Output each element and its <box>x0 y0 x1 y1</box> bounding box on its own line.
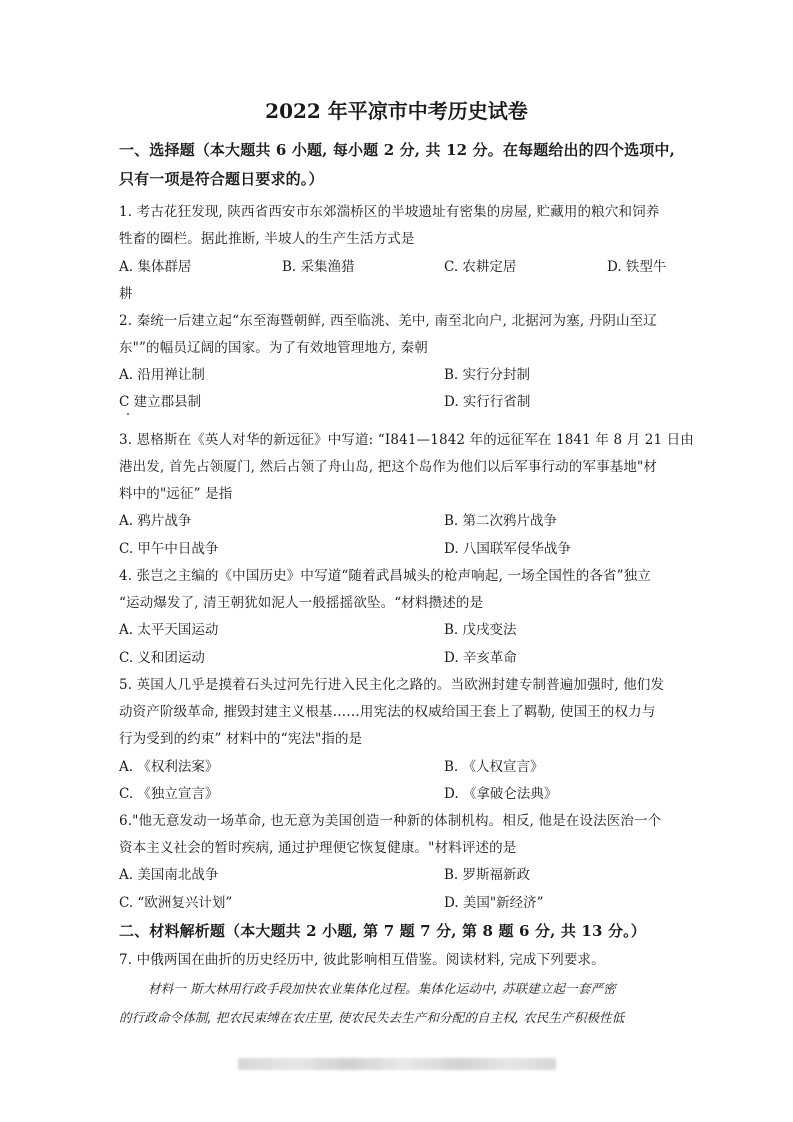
q7-material1-line1: 材料一 斯大林用行政手段加快农业集体化过程。集体化运动中, 苏联建立起一套严密 <box>148 981 616 996</box>
q3-stem-line1: 3. 恩格斯在《英人对华的新远征》中写道: “I841—1842 年的远征军在 1841 年 8 月 21 日由 <box>119 432 694 448</box>
q6-option-b: B. 罗斯福新政 <box>444 867 531 883</box>
q5-option-c: C. 《独立宣言》 <box>119 786 219 802</box>
q1-option-c: C. 农耕定居 <box>444 259 517 275</box>
q4-option-d: D. 辛亥革命 <box>444 650 517 666</box>
q2-option-c: C 建立郡县制 <box>119 394 202 410</box>
section1-heading-line1: 一、选择题（本大题共 6 小题, 每小题 2 分, 共 12 分。在每题给出的四个选项中, <box>119 141 675 159</box>
q1-stem-line2: 牲畜的圈栏。据此推断, 半坡人的生产生活方式是 <box>119 231 415 247</box>
q2-option-b: B. 实行分封制 <box>444 367 531 383</box>
scan-speck <box>127 413 129 415</box>
q4-option-b: B. 戊戌变法 <box>444 622 517 638</box>
q1-option-b: B. 采集渔猎 <box>282 259 355 275</box>
q6-stem-line1: 6."他无意发动一场革命, 也无意为美国创造一种新的体制机构。相反, 他是在设法医治一个 <box>119 813 662 829</box>
q6-option-a: A. 美国南北战争 <box>119 867 219 883</box>
q3-option-c: C. 甲午中日战争 <box>119 541 219 557</box>
q6-option-d: D. 美国"新经济” <box>444 895 544 911</box>
q6-option-c: C. “欧洲复兴计划” <box>119 895 233 911</box>
q5-option-a: A. 《权利法案》 <box>119 759 219 775</box>
q5-stem-line2: 动资产阶级革命, 摧毁封建主义根基……用宪法的权威给国王套上了羁勒, 使国王的权力与 <box>119 704 656 720</box>
q3-option-d: D. 八国联军侵华战争 <box>444 541 571 557</box>
q1-option-d: D. 铁型牛 <box>607 259 667 275</box>
q7-stem: 7. 中俄两国在曲折的历史经历中, 彼此影响相互借鉴。阅读材料, 完成下列要求。 <box>119 952 605 968</box>
q3-stem-line3: 料中的"远征” 是指 <box>119 486 233 502</box>
q3-option-b: B. 第二次鸦片战争 <box>444 513 558 529</box>
q5-option-d: D. 《拿破仑法典》 <box>444 786 558 802</box>
section2-heading: 二、材料解析题（本大题共 2 小题, 第 7 题 7 分, 第 8 题 6 分, 共 13 分。） <box>119 922 646 940</box>
q2-stem-line1: 2. 秦统一后建立起“东至海暨朝鲜, 西至临洮、羌中, 南至北向户, 北据河为塞, 丹阴山至辽 <box>119 313 657 329</box>
q2-option-d: D. 实行行省制 <box>444 394 531 410</box>
q3-option-a: A. 鸦片战争 <box>119 513 192 529</box>
q4-stem-line1: 4. 张岂之主编的《中国历史》中写道“随着武昌城头的枪声响起, 一场全国性的各省”独立 <box>119 568 652 584</box>
exam-title: 2022 年平凉市中考历史试卷 <box>265 99 528 123</box>
q1-option-d-wrap: 耕 <box>119 286 133 302</box>
q4-option-a: A. 太平天国运动 <box>119 622 219 638</box>
q2-option-a: A. 沿用禅让制 <box>119 367 205 383</box>
q5-option-b: B. 《人权宣言》 <box>444 759 544 775</box>
q4-stem-line2: “运动爆发了, 清王朝犹如泥人一般摇摇欲坠。“材料攒述的是 <box>119 595 484 611</box>
q3-stem-line2: 港出发, 首先占领厦门, 然后占领了舟山岛, 把这个岛作为他们以后军事行动的军事基地"材 <box>119 459 658 475</box>
q7-material1-line2: 的行政命令体制, 把农民束缚在农庄里, 使农民失去生产和分配的自主权, 农民生产积极性低 <box>119 1010 625 1025</box>
q4-option-c: C. 义和团运动 <box>119 650 205 666</box>
q5-stem-line3: 行为受到的约束” 材料中的“宪法"指的是 <box>119 731 363 747</box>
blurred-watermark <box>238 1058 556 1070</box>
q1-option-a: A. 集体群居 <box>119 259 192 275</box>
q5-stem-line1: 5. 英国人几乎是摸着石头过河先行进入民主化之路的。当欧洲封建专制普遍加强时, 他们发 <box>119 677 665 693</box>
q1-stem-line1: 1. 考古花狂发现, 陕西省西安市东郊湍桥区的半坡遗址有密集的房屋, 贮藏用的粮穴和饲养 <box>119 204 660 220</box>
section1-heading-line2: 只有一项是符合题日要求的。） <box>119 170 324 188</box>
q2-stem-line2: 东"”的幅员辽阔的国家。为了有效地管理地方, 秦朝 <box>119 340 428 356</box>
q6-stem-line2: 资本主义社会的暂时疾病, 通过护理便它恢复健康。"材料评述的是 <box>119 840 517 856</box>
